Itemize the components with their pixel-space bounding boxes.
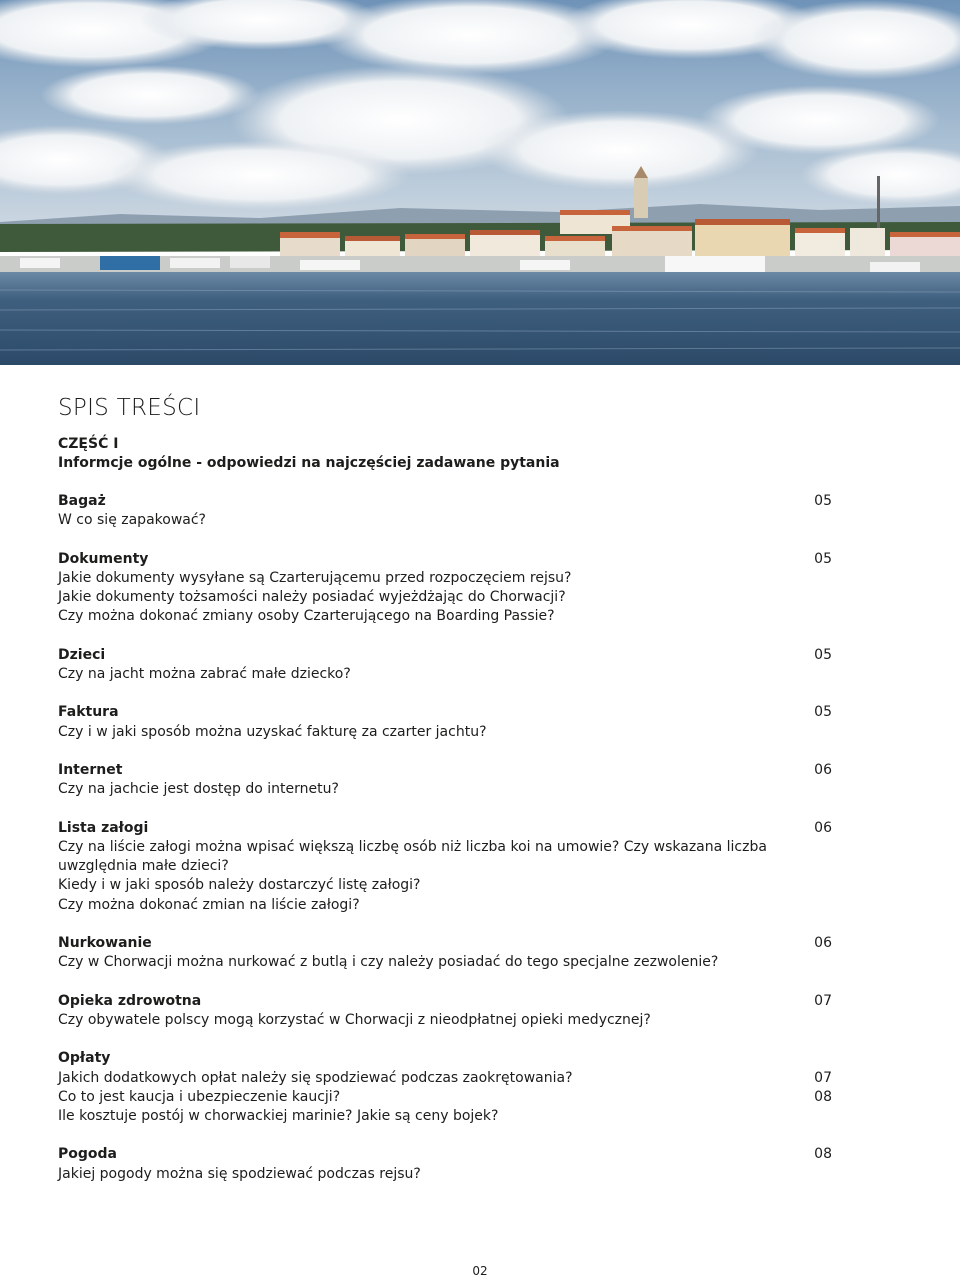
toc-entry-question[interactable] [58, 838, 832, 877]
toc-entry-question[interactable] [58, 588, 832, 607]
section-page-number: 05 [814, 646, 832, 663]
question-text: Czy na jachcie jest dostęp do internetu? [58, 781, 339, 798]
harbour-illustration [0, 0, 960, 365]
toc-section [58, 492, 832, 531]
toc-entry-question[interactable] [58, 896, 832, 915]
section-heading: Dzieci [58, 646, 106, 663]
question-page-number [808, 665, 832, 684]
toc-sections [58, 492, 832, 1184]
toc-entry-heading[interactable] [58, 819, 832, 838]
toc-entry-question[interactable] [58, 876, 832, 895]
toc-section [58, 646, 832, 685]
toc-entry-question[interactable] [58, 780, 832, 799]
hero-photo-harbour-town [0, 0, 960, 365]
section-page-number: 05 [814, 704, 832, 721]
section-heading: Dokumenty [58, 550, 149, 567]
part-label: CZĘŚĆ I [58, 436, 119, 452]
section-page-number: 06 [814, 935, 832, 952]
question-text: Czy można dokonać zmian na liście załogi? [58, 896, 360, 913]
toc-entry-heading[interactable] [58, 992, 832, 1011]
toc-entry-question[interactable] [58, 511, 832, 530]
toc-entry-question[interactable] [58, 953, 832, 972]
question-text: Jakich dodatkowych opłat należy się spodziewać podczas zaokrętowania? [58, 1069, 573, 1086]
table-of-contents [58, 393, 832, 1203]
question-text: Czy na jacht można zabrać małe dziecko? [58, 666, 351, 683]
question-text: Ile kosztuje postój w chorwackiej marinie? Jakie są ceny bojek? [58, 1108, 499, 1125]
toc-title: SPIS TREŚCI [58, 395, 201, 421]
toc-entry-question[interactable] [58, 723, 832, 742]
section-page-number: 06 [814, 819, 832, 836]
toc-entry-heading[interactable] [58, 1145, 832, 1164]
question-text: Co to jest kaucja i ubezpieczenie kaucji? [58, 1088, 341, 1105]
toc-entry-heading[interactable] [58, 646, 832, 665]
page-number: 02 [472, 1264, 488, 1278]
toc-entry-question[interactable] [58, 665, 832, 684]
section-heading: Internet [58, 761, 123, 778]
toc-entry-question[interactable] [58, 1107, 832, 1126]
toc-section [58, 761, 832, 800]
section-heading: Nurkowanie [58, 935, 152, 952]
toc-entry-question[interactable] [58, 1069, 832, 1088]
question-text: Jakiej pogody można się spodziewać podczas rejsu? [58, 1165, 421, 1182]
question-text: W co się zapakować? [58, 512, 206, 529]
toc-entry-question[interactable] [58, 1165, 832, 1184]
toc-entry-heading[interactable] [58, 703, 832, 722]
toc-section [58, 819, 832, 915]
question-page-number [808, 723, 832, 742]
toc-entry-question[interactable] [58, 1088, 832, 1107]
toc-section [58, 1145, 832, 1184]
question-text: Czy i w jaki sposób można uzyskać fakturę za czarter jachtu? [58, 723, 487, 740]
section-page-number: 05 [814, 550, 832, 567]
toc-section [58, 550, 832, 627]
question-page-number [808, 953, 832, 972]
section-heading: Bagaż [58, 493, 106, 509]
section-heading: Faktura [58, 704, 119, 721]
question-page-number [808, 838, 832, 877]
section-page-number: 08 [814, 1146, 832, 1163]
toc-entry-question[interactable] [58, 1011, 832, 1030]
toc-entry-heading[interactable] [58, 492, 832, 511]
section-page-number: 05 [814, 493, 832, 509]
question-page-number [808, 607, 832, 626]
section-heading: Opłaty [58, 1050, 111, 1067]
question-page-number [808, 780, 832, 799]
section-page-number: 07 [814, 992, 832, 1009]
question-text: Czy można dokonać zmiany osoby Czarterującego na Boarding Passie? [58, 608, 555, 625]
question-text: Kiedy i w jaki sposób należy dostarczyć listę załogi? [58, 877, 421, 894]
question-text: Jakie dokumenty tożsamości należy posiadać wyjeżdżając do Chorwacji? [58, 589, 566, 606]
toc-entry-heading[interactable] [58, 761, 832, 780]
section-heading: Lista załogi [58, 819, 149, 836]
question-page-number [808, 588, 832, 607]
question-text: Czy w Chorwacji można nurkować z butlą i czy należy posiadać do tego specjalne zezwolenie? [58, 954, 719, 971]
toc-section [58, 992, 832, 1031]
toc-entry-heading[interactable] [58, 550, 832, 569]
section-heading: Pogoda [58, 1146, 117, 1163]
question-page-number [808, 1165, 832, 1184]
toc-section [58, 1049, 832, 1126]
question-page-number: 08 [814, 1088, 832, 1105]
question-page-number [808, 511, 832, 530]
question-page-number [808, 896, 832, 915]
question-page-number [808, 1011, 832, 1030]
toc-entry-heading[interactable] [58, 1049, 832, 1068]
question-text: Czy obywatele polscy mogą korzystać w Chorwacji z nieodpłatnej opieki medycznej? [58, 1011, 651, 1028]
toc-entry-question[interactable] [58, 607, 832, 626]
question-page-number: 07 [814, 1069, 832, 1086]
question-text: Czy na liście załogi można wpisać większą liczbę osób niż liczba koi na umowie? Czy wskazana liczba uwzględnia małe dzieci? [58, 838, 767, 875]
question-page-number [808, 569, 832, 588]
question-page-number [808, 876, 832, 895]
section-page-number [808, 1049, 832, 1068]
section-heading: Opieka zdrowotna [58, 992, 202, 1009]
toc-entry-question[interactable] [58, 569, 832, 588]
section-page-number: 06 [814, 761, 832, 778]
toc-entry-heading[interactable] [58, 934, 832, 953]
question-text: Jakie dokumenty wysyłane są Czarterującemu przed rozpoczęciem rejsu? [58, 569, 572, 586]
question-page-number [808, 1107, 832, 1126]
part-subtitle: Informcje ogólne - odpowiedzi na najczęściej zadawane pytania [58, 455, 560, 471]
toc-section [58, 703, 832, 742]
toc-section [58, 934, 832, 973]
